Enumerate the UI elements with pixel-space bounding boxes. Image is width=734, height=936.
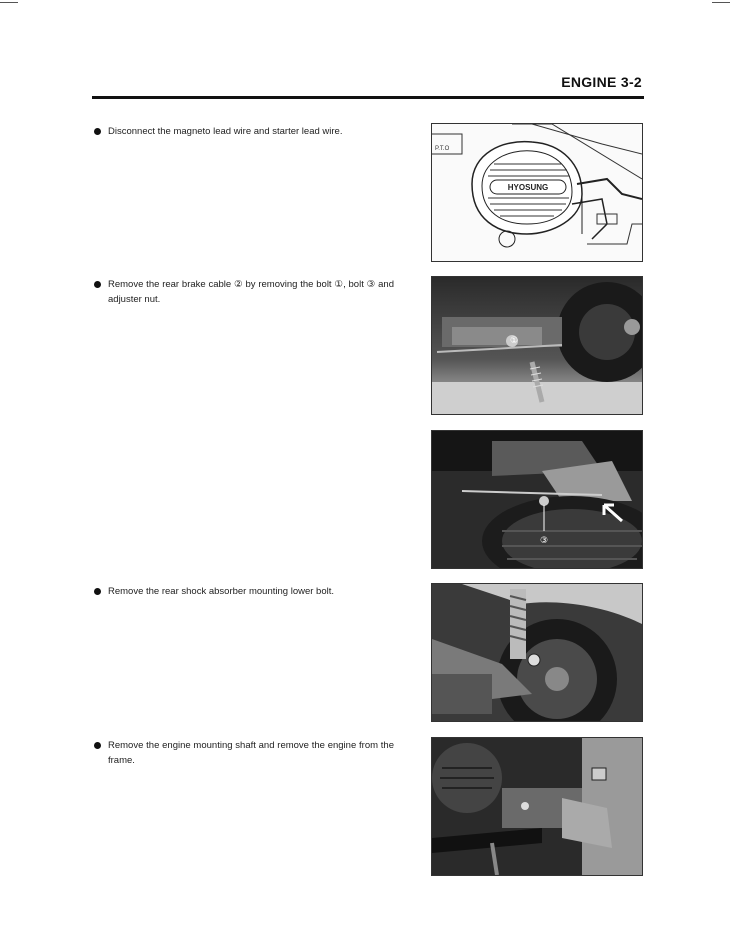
callout-bolt-1: ① [510,335,519,345]
step-3-text: Remove the rear shock absorber mounting lower bolt. [108,586,335,597]
page-header-title: ENGINE 3-2 [561,74,642,90]
crop-mark-right [712,2,730,3]
callout-bolt-3: ③ [540,535,549,545]
bullet-icon [94,281,101,288]
photo-rear-brake-cable [431,276,643,415]
brand-label: HYOSUNG [507,183,549,192]
step-1-text: Disconnect the magneto lead wire and starter lead wire. [108,126,343,137]
bullet-icon [94,742,101,749]
header-rule [92,96,644,99]
bullet-icon [94,128,101,135]
step-1 [94,124,394,139]
step-2-text: Remove the rear brake cable ② by removing the bolt ①, bolt ③ and adjuster nut. [108,279,394,305]
step-4-text: Remove the engine mounting shaft and remove the engine from the frame. [108,740,394,766]
step-4 [94,738,394,768]
photo-rear-shock-absorber [431,583,643,722]
photo-engine-mounting-shaft [431,737,643,876]
bullet-icon [94,588,101,595]
photo-magneto-cover [431,123,643,262]
photo-bolt-3 [431,430,643,569]
crop-mark-left [0,2,18,3]
step-3 [94,584,394,599]
tag-label: P.T.O [435,146,450,152]
step-2 [94,277,394,307]
